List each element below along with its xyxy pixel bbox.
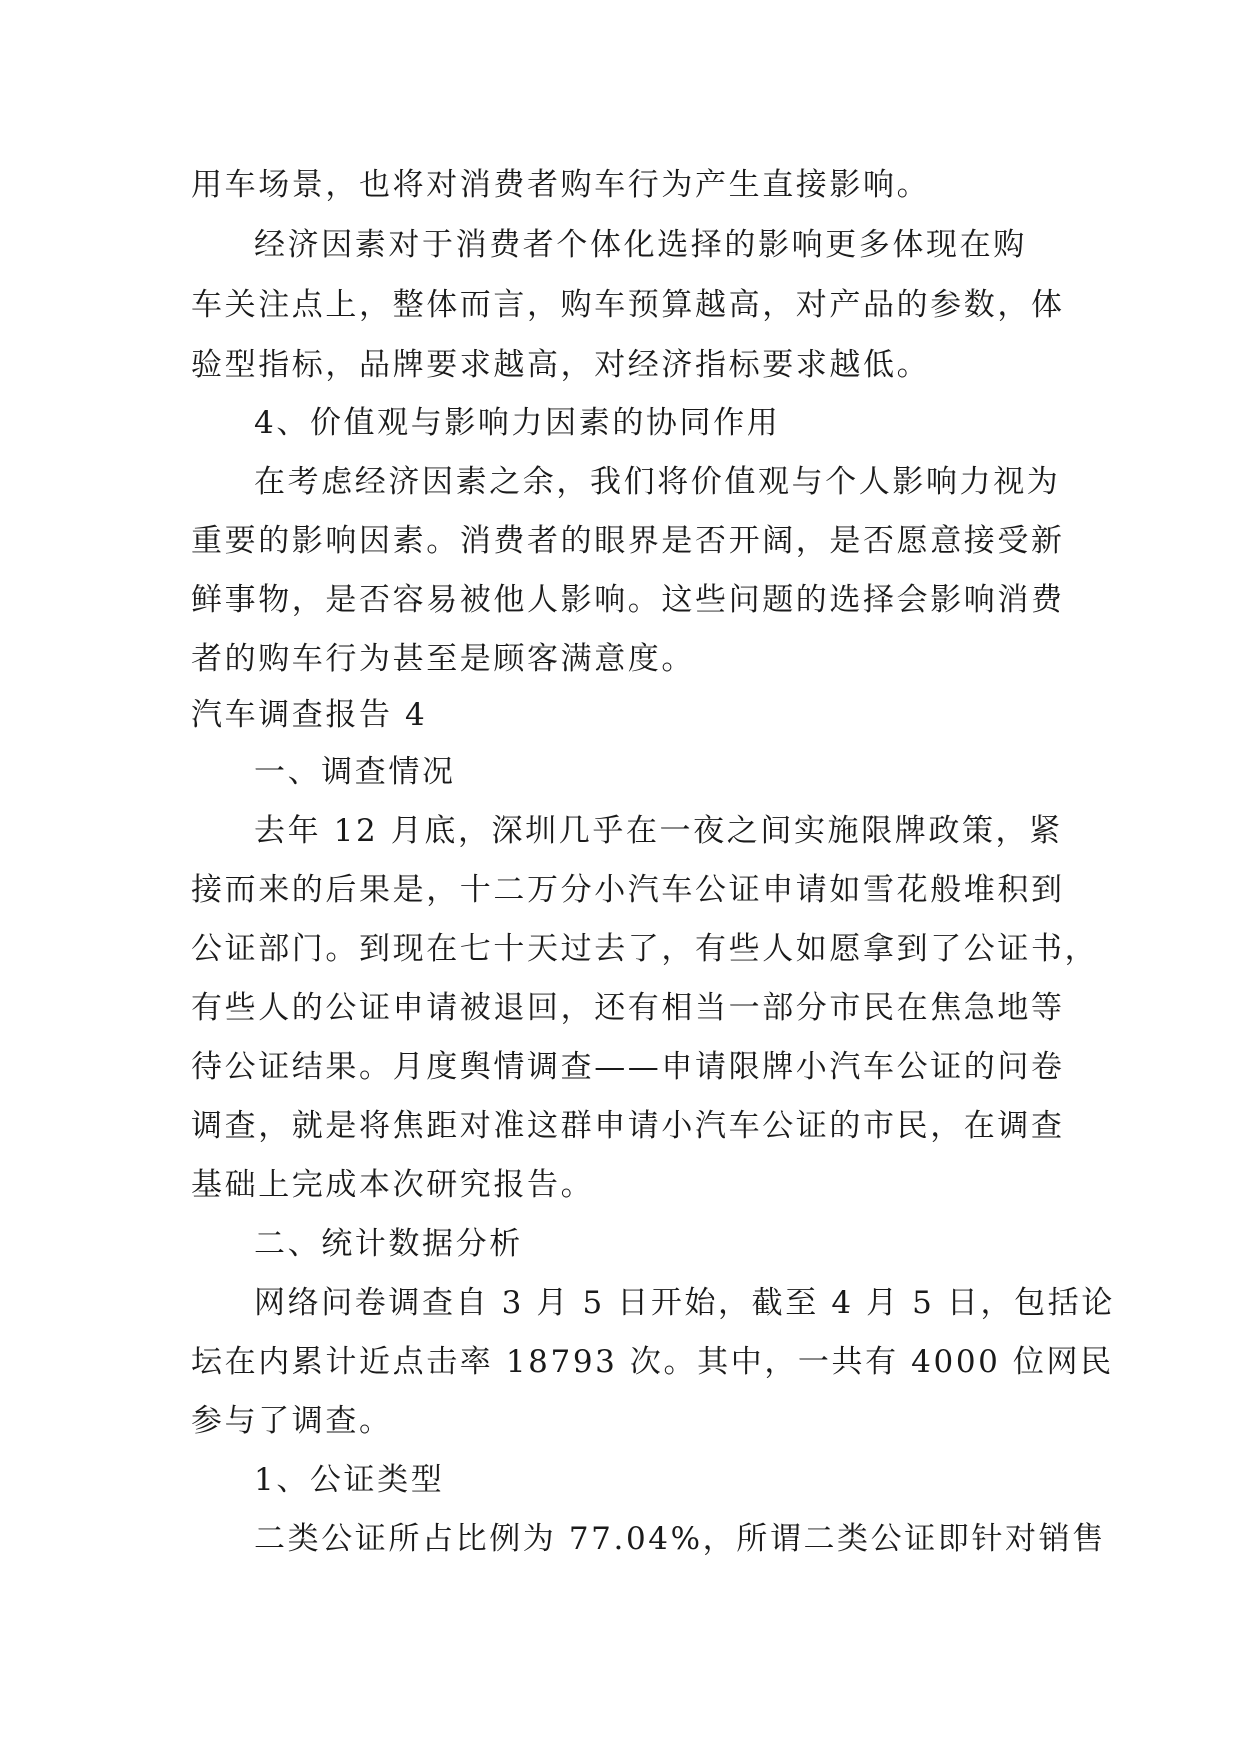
paragraph-start: 去年 12 月底，深圳几乎在一夜之间实施限牌政策，紧 <box>254 813 1063 849</box>
text-line: 坛在内累计近点击率 18793 次。其中，一共有 4000 位网民 <box>191 1344 1114 1380</box>
report-title: 汽车调查报告 4 <box>191 697 428 733</box>
paragraph-start: 经济因素对于消费者个体化选择的影响更多体现在购 <box>254 227 1027 263</box>
paragraph-start: 在考虑经济因素之余，我们将价值观与个人影响力视为 <box>254 464 1061 500</box>
text-line: 用车场景，也将对消费者购车行为产生直接影响。 <box>191 167 931 203</box>
text-line: 者的购车行为甚至是顾客满意度。 <box>191 641 695 677</box>
text-line: 待公证结果。月度舆情调查——申请限牌小汽车公证的问卷 <box>191 1049 1065 1085</box>
text-line: 重要的影响因素。消费者的眼界是否开阔，是否愿意接受新 <box>191 523 1065 559</box>
text-line: 车关注点上，整体而言，购车预算越高，对产品的参数，体 <box>191 287 1065 323</box>
text-line: 基础上完成本次研究报告。 <box>191 1167 595 1203</box>
section-heading: 二、统计数据分析 <box>254 1226 523 1262</box>
text-line: 公证部门。到现在七十天过去了，有些人如愿拿到了公证书， <box>191 931 1099 967</box>
text-line: 验型指标，品牌要求越高，对经济指标要求越低。 <box>191 347 931 383</box>
section-heading: 1、公证类型 <box>254 1462 445 1498</box>
section-heading: 一、调查情况 <box>254 754 456 790</box>
text-line: 鲜事物，是否容易被他人影响。这些问题的选择会影响消费 <box>191 582 1065 618</box>
text-line: 调查，就是将焦距对准这群申请小汽车公证的市民，在调查 <box>191 1108 1065 1144</box>
section-heading: 4、价值观与影响力因素的协同作用 <box>254 405 781 441</box>
paragraph-start: 二类公证所占比例为 77.04%，所谓二类公证即针对销售 <box>254 1521 1106 1557</box>
text-line: 参与了调查。 <box>191 1403 393 1439</box>
text-line: 有些人的公证申请被退回，还有相当一部分市民在焦急地等 <box>191 990 1065 1026</box>
paragraph-start: 网络问卷调查自 3 月 5 日开始，截至 4 月 5 日，包括论 <box>254 1285 1115 1321</box>
text-line: 接而来的后果是，十二万分小汽车公证申请如雪花般堆积到 <box>191 872 1065 908</box>
